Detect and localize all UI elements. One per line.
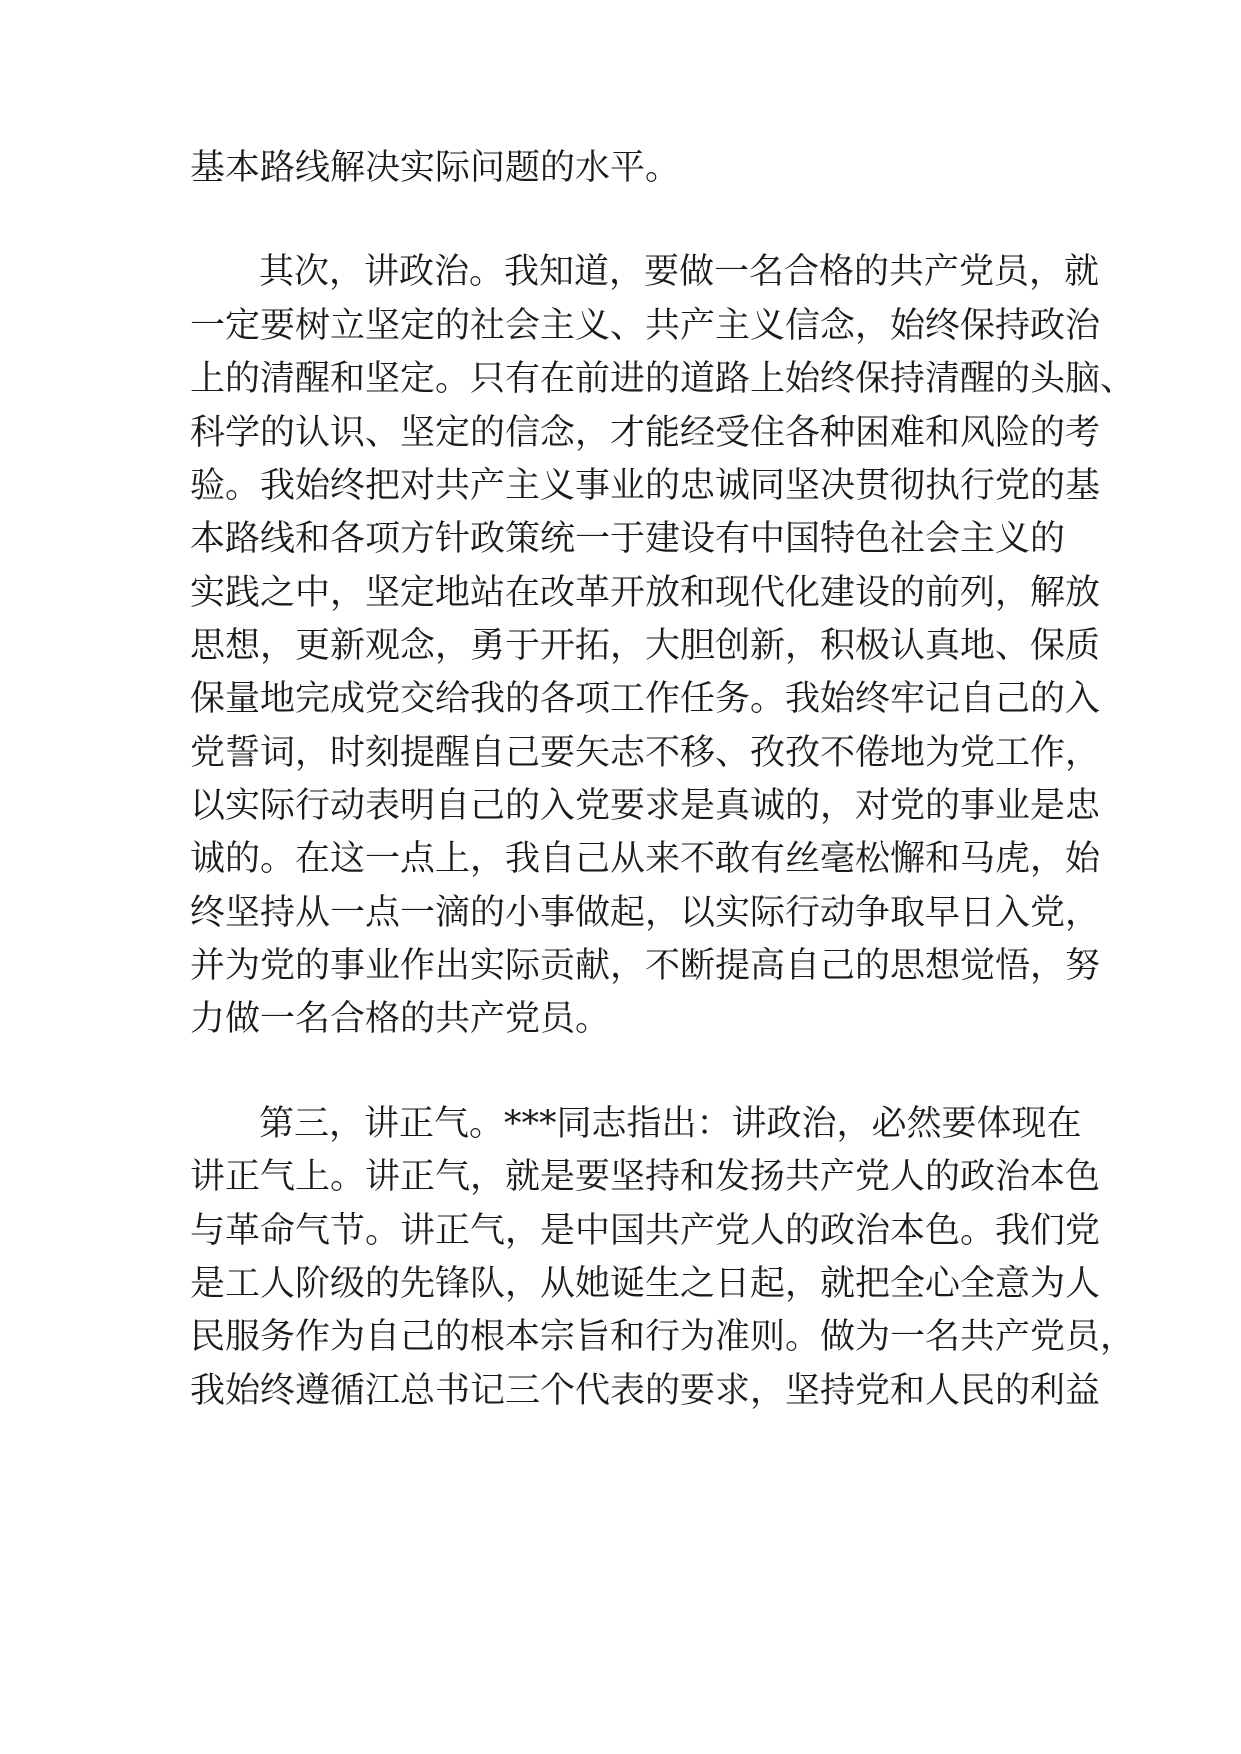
text-line: 思想，更新观念，勇于开拓，大胆创新，积极认真地、保质: [190, 626, 1101, 666]
text-line: 基本路线解决实际问题的水平。: [190, 148, 681, 188]
text-line: 实践之中，坚定地站在改革开放和现代化建设的前列，解放: [190, 573, 1101, 613]
text-line: 我始终遵循江总书记三个代表的要求，坚持党和人民的利益: [190, 1371, 1101, 1411]
text-line: 民服务作为自己的根本宗旨和行为准则。做为一名共产党员，: [190, 1317, 1136, 1357]
text-line: 本路线和各项方针政策统一于建设有中国特色社会主义的: [190, 519, 1066, 559]
text-line: 保量地完成党交给我的各项工作任务。我始终牢记自己的入: [190, 679, 1101, 719]
text-line: 讲正气上。讲正气，就是要坚持和发扬共产党人的政治本色: [190, 1157, 1101, 1197]
text-line: 并为党的事业作出实际贡献，不断提高自己的思想觉悟，努: [190, 946, 1101, 986]
text-line: 终坚持从一点一滴的小事做起，以实际行动争取早日入党，: [190, 893, 1101, 933]
text-line: 第三，讲正气。***同志指出：讲政治，必然要体现在: [259, 1104, 1082, 1144]
text-line: 党誓词，时刻提醒自己要矢志不移、孜孜不倦地为党工作，: [190, 733, 1101, 773]
text-line: 是工人阶级的先锋队，从她诞生之日起，就把全心全意为人: [190, 1264, 1101, 1304]
text-line: 一定要树立坚定的社会主义、共产主义信念，始终保持政治: [190, 306, 1101, 346]
text-line: 以实际行动表明自己的入党要求是真诚的，对党的事业是忠: [190, 786, 1101, 826]
text-line: 上的清醒和坚定。只有在前进的道路上始终保持清醒的头脑、: [190, 359, 1136, 399]
text-line: 验。我始终把对共产主义事业的忠诚同坚决贯彻执行党的基: [190, 466, 1101, 506]
text-line: 诚的。在这一点上，我自己从来不敢有丝毫松懈和马虎，始: [190, 839, 1101, 879]
text-line: 其次，讲政治。我知道，要做一名合格的共产党员，就: [259, 252, 1100, 292]
text-line: 科学的认识、坚定的信念，才能经受住各种困难和风险的考: [190, 413, 1101, 453]
text-line: 与革命气节。讲正气，是中国共产党人的政治本色。我们党: [190, 1211, 1101, 1251]
text-line: 力做一名合格的共产党员。: [190, 999, 611, 1039]
